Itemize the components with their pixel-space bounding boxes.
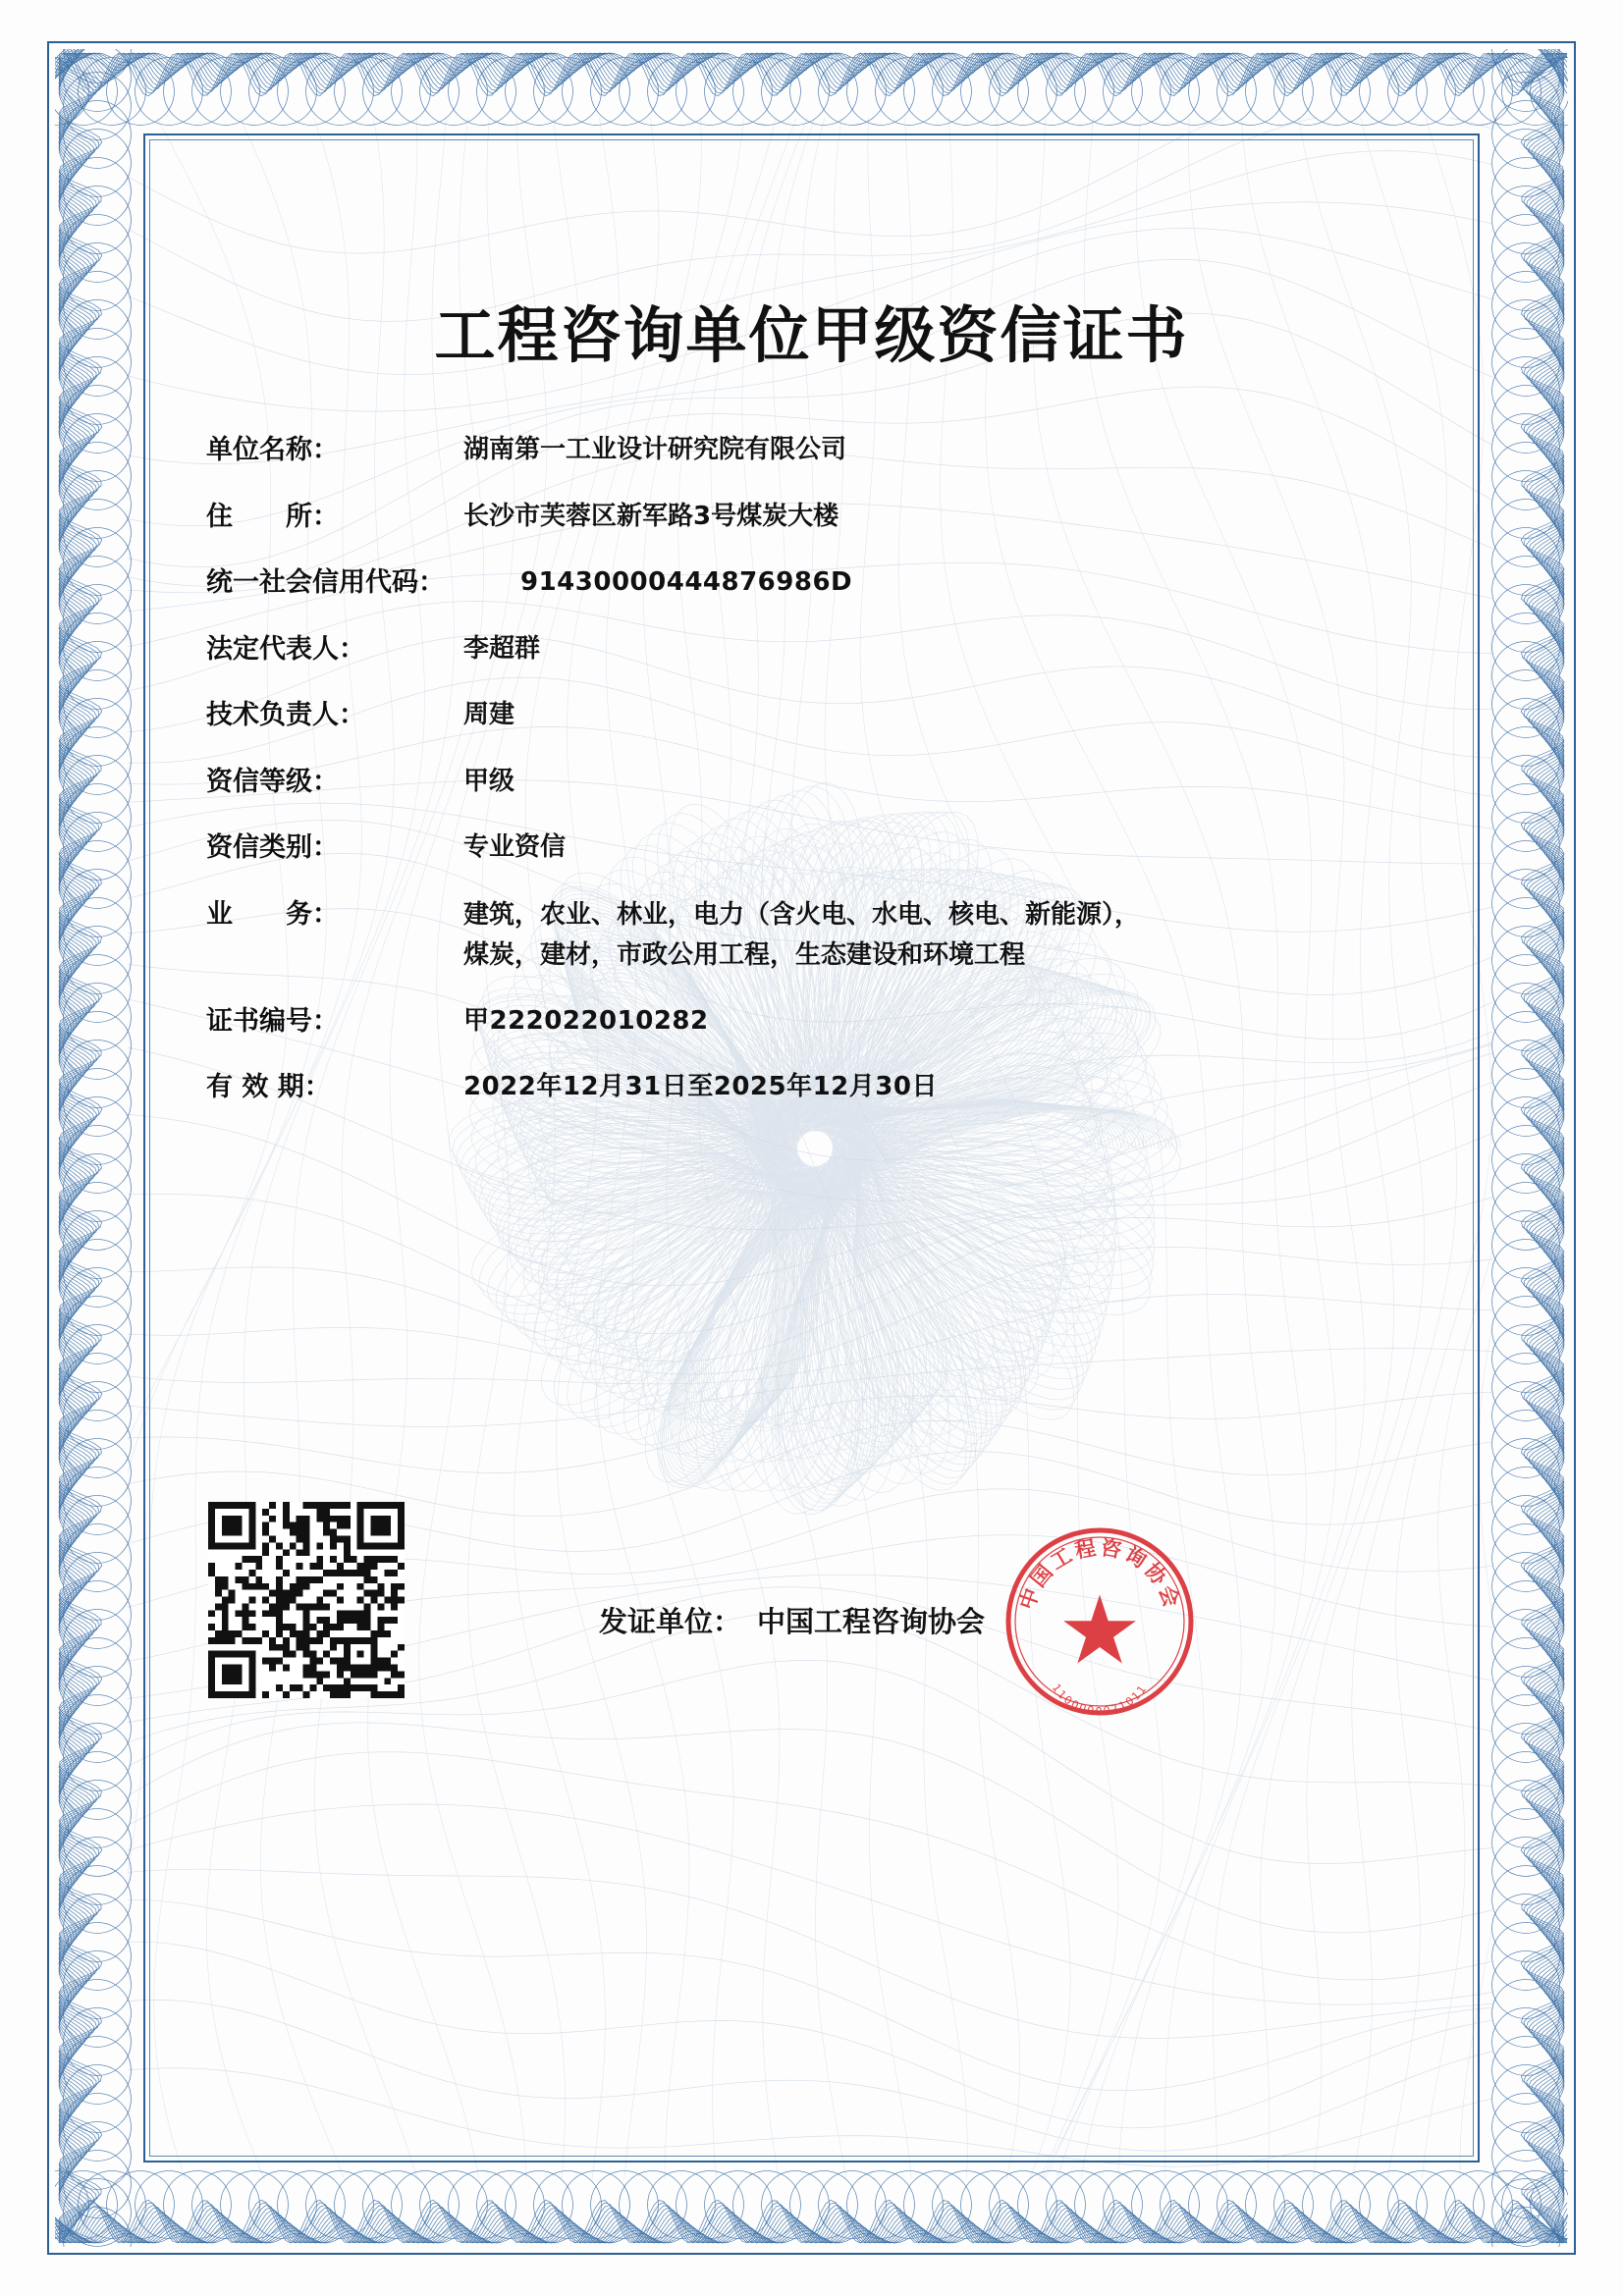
field-label: 证书编号： [206,1005,339,1037]
field-address [206,498,1427,538]
field-valid-period [206,1068,1427,1108]
field-value: 甲222022010282 [463,1005,709,1036]
field-label: 业 务： [206,898,339,930]
field-label: 技术负责人： [206,700,365,730]
field-value: 建筑，农业、林业，电力（含火电、水电、核电、新能源），煤炭，建材，市政公用工程，生态建设和环境工程 [463,899,1141,970]
field-value: 湖南第一工业设计研究院有限公司 [463,435,847,464]
issuer-label: 发证单位： [599,1605,742,1638]
field-list [206,431,1427,1108]
field-label: 住 所： [206,501,339,532]
field-credit-category [206,828,1427,869]
field-value: 李超群 [463,633,541,664]
qr-code[interactable] [208,1502,405,1698]
issuer-line [599,1600,985,1640]
field-credit-code [206,563,1427,604]
field-technical-director [206,696,1427,736]
field-value: 周建 [463,700,515,729]
field-value: 甲级 [463,766,515,796]
field-legal-representative [206,630,1427,670]
official-seal [1001,1523,1198,1720]
field-label: 资信类别： [206,832,339,863]
svg-text:中国工程咨询协会: 中国工程咨询协会 [1014,1535,1185,1613]
page-title: 工程咨询单位甲级资信证书 [434,299,1189,371]
field-label: 法定代表人： [206,633,365,665]
field-label: 单位名称： [206,435,339,465]
field-value: 2022年12月31日至2025年12月30日 [463,1072,938,1102]
field-unit-name [206,431,1427,471]
field-label: 统一社会信用代码： [206,567,445,598]
field-label: 有 效 期： [206,1072,331,1103]
field-business-scope [206,895,1427,976]
svg-text:1100000071011: 1100000071011 [1049,1682,1151,1718]
field-value: 91430000444876986D [520,567,853,597]
field-label: 资信等级： [206,766,339,797]
certificate-footer [187,1502,1436,1914]
field-certificate-number [206,1002,1427,1042]
field-credit-grade [206,763,1427,803]
issuer-value: 中国工程咨询协会 [757,1605,986,1638]
field-value: 专业资信 [463,832,567,862]
field-value: 长沙市芙蓉区新军路3号煤炭大楼 [463,501,839,531]
